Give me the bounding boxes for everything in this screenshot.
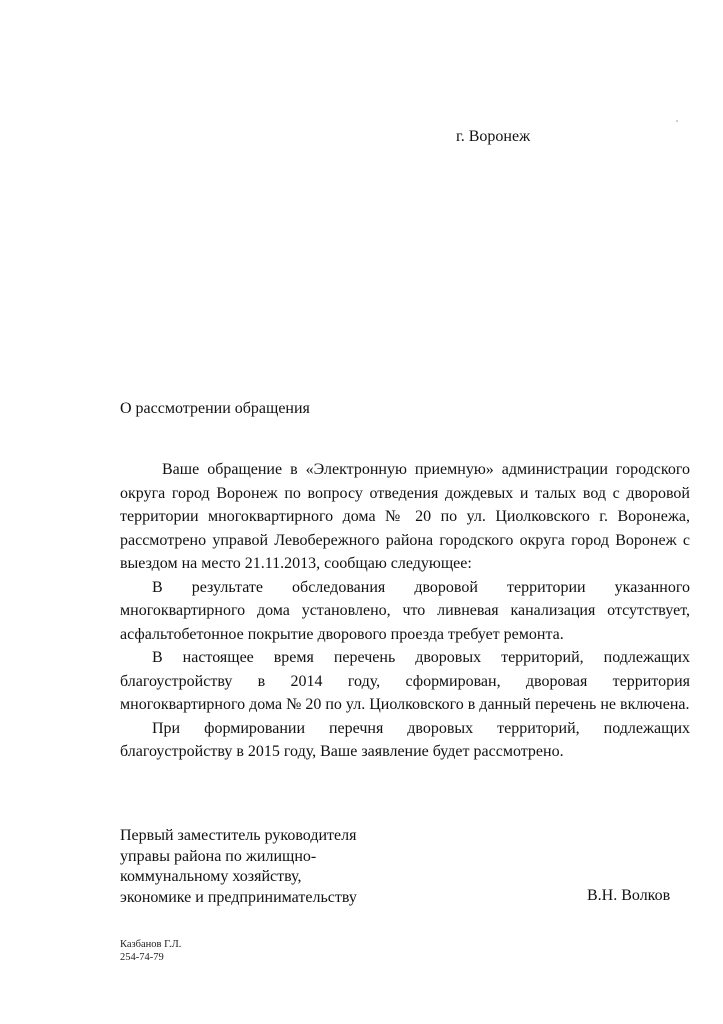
body-paragraph: В настоящее время перечень дворовых территорий, подлежащих благоустройству в 2014 году, сформирован, дворовая территория многоквартирного дома № 20 по ул. Циолковского в данный перечень не включена.: [120, 649, 690, 713]
signatory-name: В.Н. Волков: [587, 887, 671, 904]
letter-subject: О рассмотрении обращения: [120, 400, 310, 417]
executor-info: [120, 938, 181, 964]
signatory-position-line: управы района по жилищно-: [120, 847, 317, 865]
city-header: г. Воронеж: [456, 128, 531, 145]
body-paragraph: При формировании перечня дворовых территорий, подлежащих благоустройству в 2015 году, Ваше заявление будет рассмотрено.: [120, 719, 690, 760]
signatory-position: [120, 826, 357, 908]
signatory-position-line: коммунальному хозяйству,: [120, 868, 302, 885]
scan-speck: [676, 120, 678, 122]
body-paragraph: В результате обследования дворовой территории указанного многоквартирного дома установлено, что ливневая канализация отсутствует, асфальтобетонное покрытие дворового проезда требует ремонта.: [120, 578, 690, 643]
executor-name: Казбанов Г.Л.: [120, 939, 182, 950]
signatory-position-line: экономике и предпринимательству: [120, 888, 357, 906]
body-paragraph: Ваше обращение в «Электронную приемную» администрации городского округа город Воронеж по вопросу отведения дождевых и талых вод с дворовой территории многоквартирного дома № 20 по ул. Циолковского г. Воронежа, рассмотрено управой Левобережного района городского округа город Воронеж с выездом на место 21.11.2013, сообщаю следующее:: [120, 461, 690, 572]
executor-phone: 254-74-79: [120, 952, 164, 963]
signatory-position-line: Первый заместитель руководителя: [120, 827, 357, 844]
letter-body: [120, 458, 690, 764]
